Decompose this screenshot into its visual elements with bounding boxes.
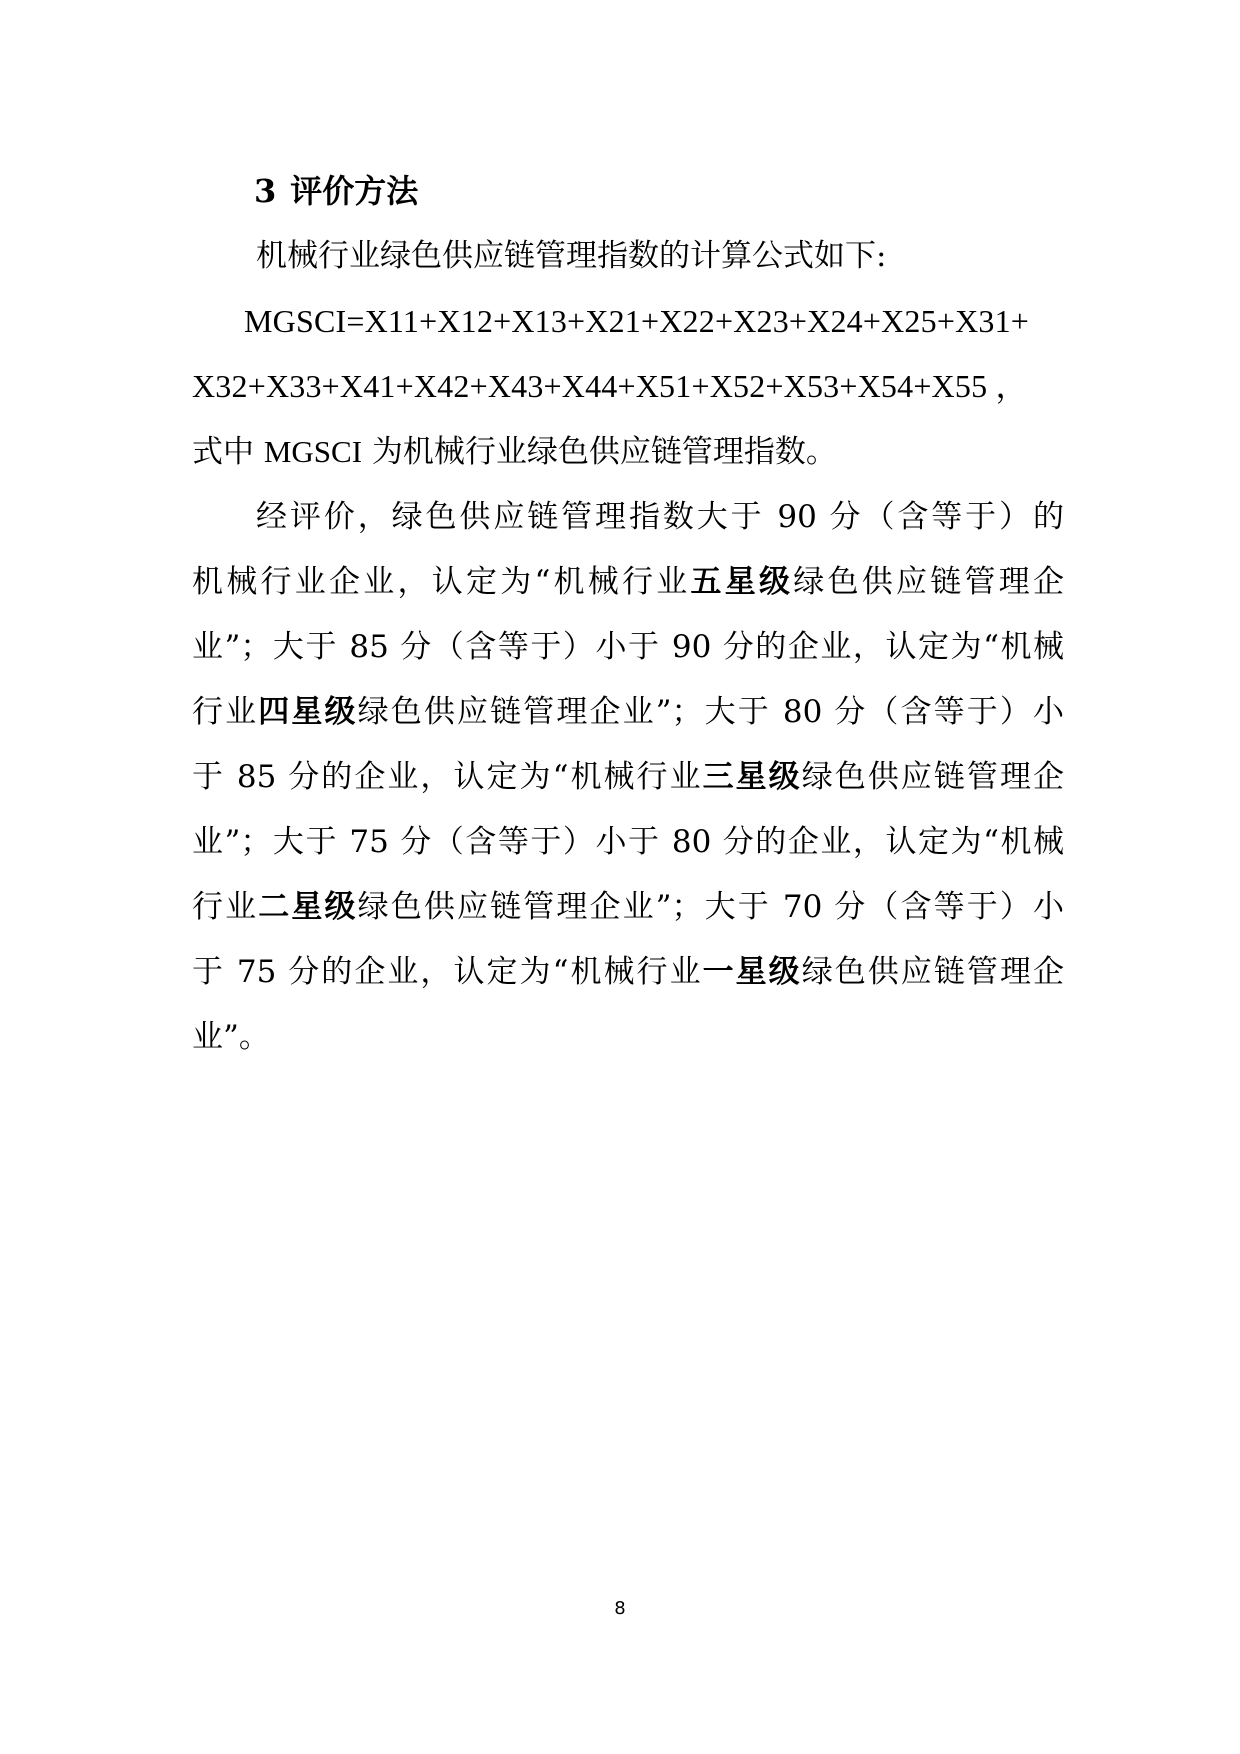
intro-text: 机械行业绿色供应链管理指数的计算公式如下: [256,238,887,274]
rating-line-9: 业”。 [192,1019,270,1055]
rating-line-5-post: 绿色供应链管理企 [801,759,1064,795]
rating-line-5-pre: 于 85 分的企业，认定为“机械行业 [192,759,703,795]
intro-paragraph [192,224,1064,289]
rating-three-star: 三星级 [702,759,802,795]
document-body [192,158,1064,1070]
rating-paragraph [192,485,1064,1070]
rating-line-2-post: 绿色供应链管理企 [793,564,1064,600]
rating-line-8 [192,940,1064,1005]
rating-line-2 [192,550,1064,615]
rating-line-4 [192,680,1064,745]
formula-block [192,289,1064,485]
section-heading [192,158,1064,224]
rating-four-star: 四星级 [258,694,358,730]
formula-definition-prefix: 式中 [192,434,264,470]
rating-five-star: 五星级 [690,564,794,600]
rating-one-star: 一星级 [702,954,802,990]
rating-line-8-post: 绿色供应链管理企 [801,954,1064,990]
rating-line-7-pre: 行业 [192,889,259,925]
formula-definition [192,419,1064,485]
section-number: 3 [254,171,277,210]
rating-line-6: 业”；大于 75 分（含等于）小于 80 分的企业，认定为“机械 [192,824,1064,860]
formula-line-2: X32+X33+X41+X42+X43+X44+X51+X52+X53+X54+X55 ， [192,368,1028,404]
rating-line-4-post: 绿色供应链管理企业”；大于 80 分（含等于）小 [357,694,1064,730]
formula-definition-suffix: 为机械行业绿色供应链管理指数。 [362,434,837,470]
rating-line-4-pre: 行业 [192,694,259,730]
rating-line-1: 经评价，绿色供应链管理指数大于 90 分（含等于）的 [256,499,1064,535]
section-title: 评价方法 [290,171,419,210]
rating-line-8-pre: 于 75 分的企业，认定为“机械行业 [192,954,703,990]
formula-variable: MGSCI [263,434,363,469]
rating-line-3: 业”；大于 85 分（含等于）小于 90 分的企业，认定为“机械 [192,629,1064,665]
rating-line-2-pre: 机械行业企业，认定为“机械行业 [192,564,691,600]
page-number: 8 [614,1598,626,1619]
formula-line-1: MGSCI=X11+X12+X13+X21+X22+X23+X24+X25+X31+ [244,303,1030,339]
rating-two-star: 二星级 [258,889,358,925]
rating-line-5 [192,745,1064,810]
rating-line-7 [192,875,1064,940]
rating-line-7-post: 绿色供应链管理企业”；大于 70 分（含等于）小 [357,889,1064,925]
